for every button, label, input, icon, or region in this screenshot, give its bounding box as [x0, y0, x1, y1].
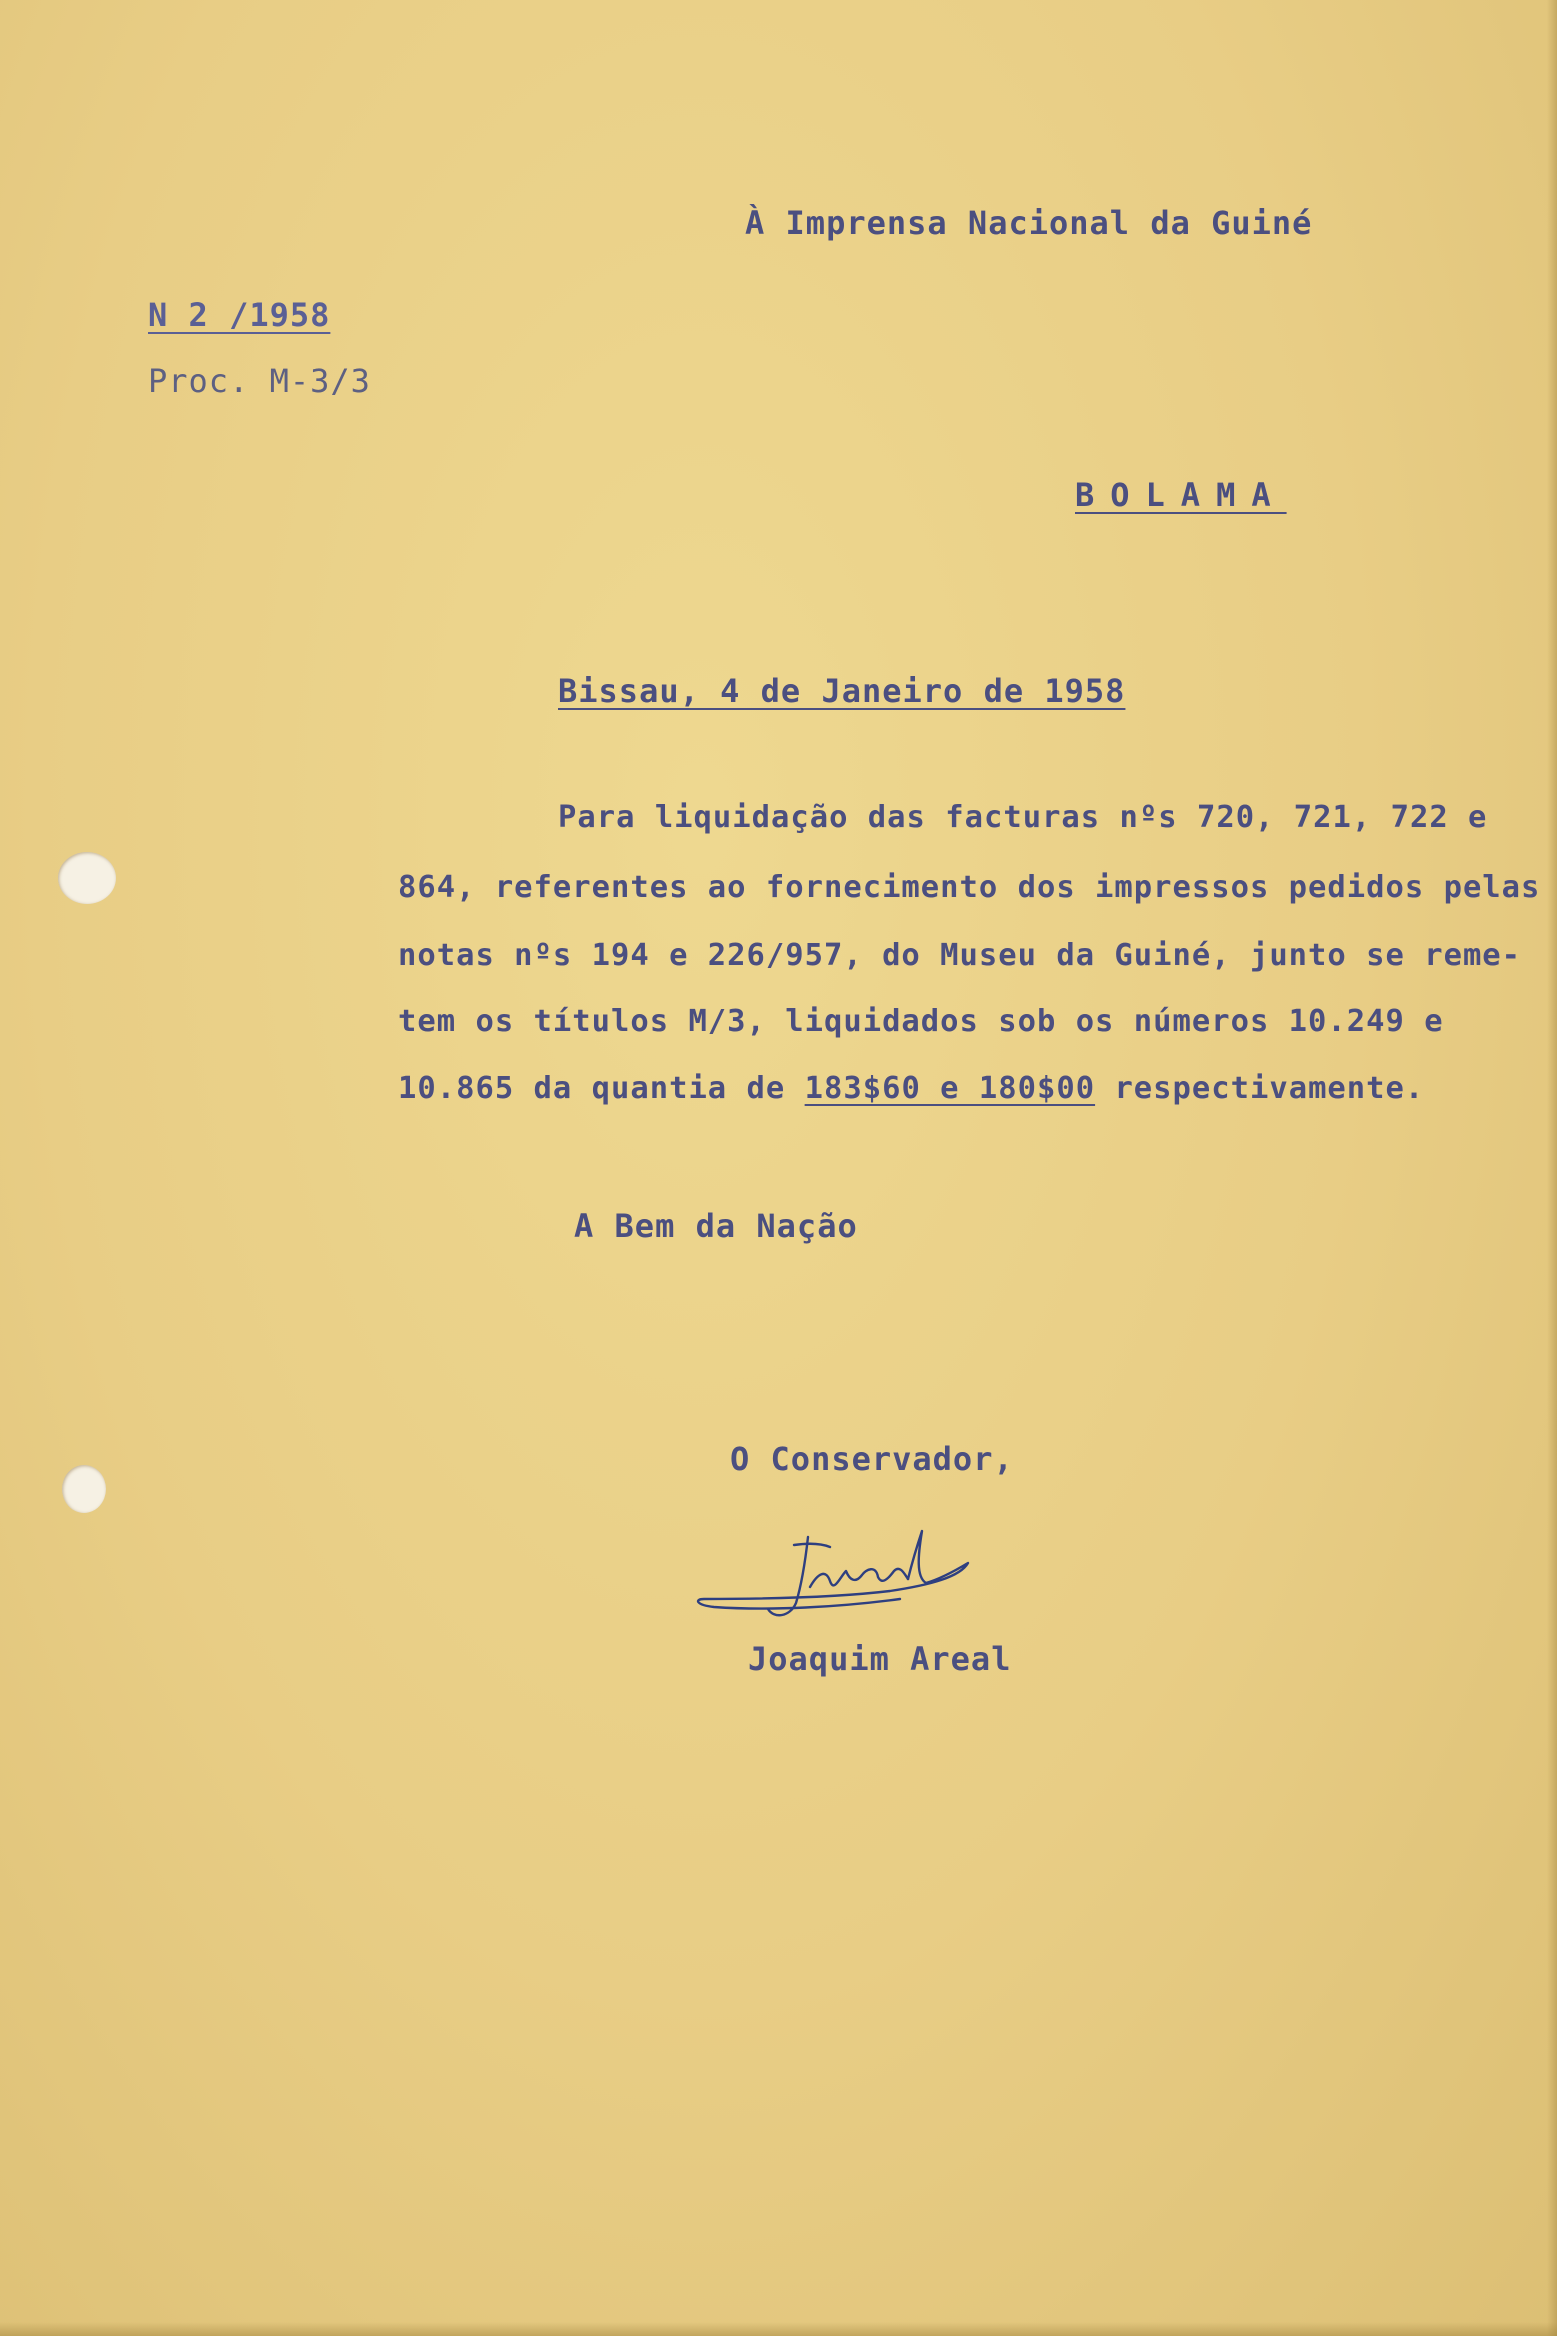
paper-bottom-shadow: [0, 2322, 1557, 2336]
body-line-last: [398, 1071, 1424, 1106]
body-text: respectivamente.: [1095, 1071, 1425, 1106]
closing-salutation: A Bem da Nação: [574, 1207, 858, 1245]
amounts: 183$60 e 180$00: [804, 1071, 1096, 1106]
punch-hole-bottom: [62, 1465, 106, 1513]
reference-number: N 2 /1958: [148, 296, 331, 334]
date-line: Bissau, 4 de Janeiro de 1958: [558, 672, 1126, 710]
body-line: 864, referentes ao fornecimento dos impressos pedidos pelas: [398, 870, 1541, 905]
punch-hole-top: [58, 852, 116, 904]
body-line: tem os títulos M/3, liquidados sob os números 10.249 e: [398, 1004, 1444, 1039]
body-text: 10.865 da quantia de: [398, 1071, 805, 1106]
handwritten-signature: [690, 1525, 1010, 1635]
paper-edge-shadow: [1547, 0, 1557, 2336]
signatory-name: Joaquim Areal: [748, 1640, 1012, 1678]
signatory-title: O Conservador,: [730, 1440, 1014, 1478]
process-reference: Proc. M-3/3: [148, 362, 371, 400]
destination-city: BOLAMA: [1075, 476, 1287, 514]
body-line: notas nºs 194 e 226/957, do Museu da Guiné, junto se reme-: [398, 938, 1522, 973]
body-line: Para liquidação das facturas nºs 720, 721, 722 e: [558, 800, 1488, 835]
addressee: À Imprensa Nacional da Guiné: [745, 204, 1313, 242]
